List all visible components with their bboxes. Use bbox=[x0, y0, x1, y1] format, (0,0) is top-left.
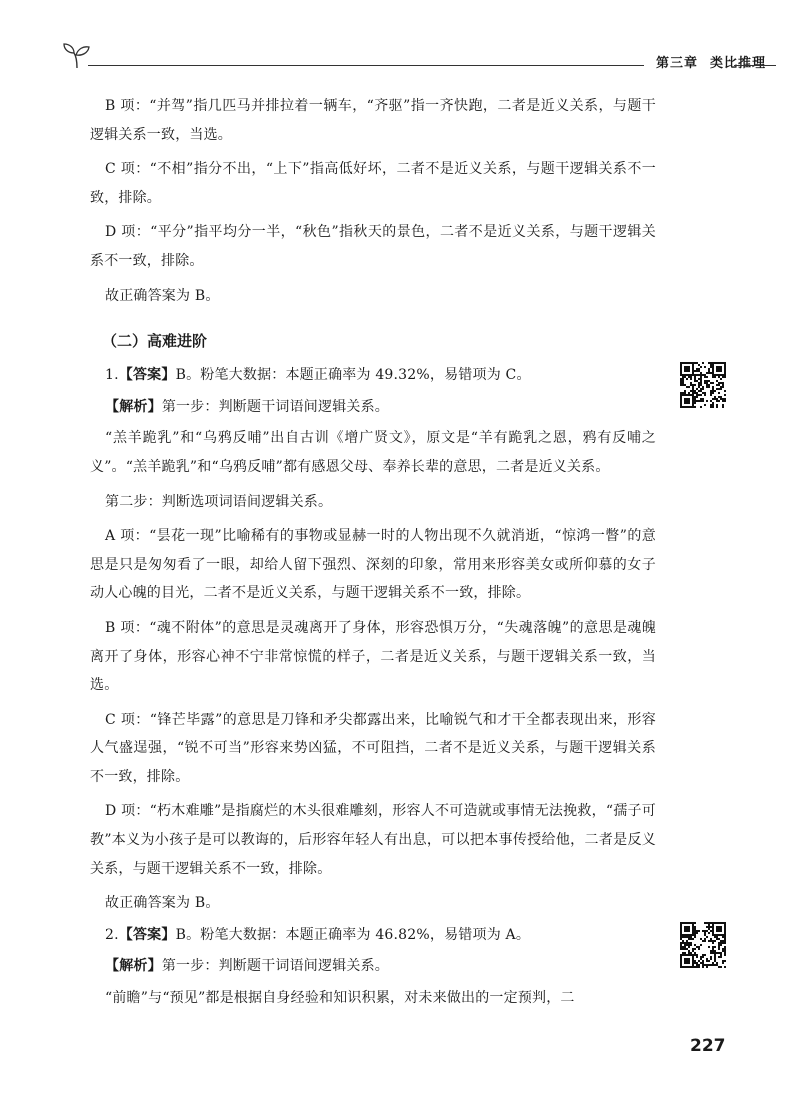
q2-analysis-line bbox=[90, 952, 656, 981]
q1-option-c: C 项：“锋芒毕露”的意思是刀锋和矛尖都露出来，比喻锐气和才干全都表现出来，形容人气盛逞强，“锐不可当”形容来势凶猛，不可阻挡，二者不是近义关系，与题干逻辑关系不一致，排除。 bbox=[90, 711, 656, 785]
page-number: 227 bbox=[690, 1036, 726, 1056]
page-body bbox=[90, 92, 656, 1019]
q2-answer-text: B。粉笔大数据：本题正确率为 46.82%，易错项为 A。 bbox=[175, 926, 531, 943]
q2-answer-tag: 【答案】 bbox=[118, 926, 176, 943]
header-rule bbox=[88, 65, 644, 66]
q2-stem-explanation: “前瞻”与“预见”都是根据自身经验和知识积累，对未来做出的一定预判，二 bbox=[105, 990, 575, 1007]
section-title: （二）高难进阶 bbox=[102, 332, 208, 351]
q1-number: 1. bbox=[105, 367, 119, 384]
q1-conclusion: 故正确答案为 B。 bbox=[105, 895, 220, 912]
q1-option-d: D 项：“朽木难雕”是指腐烂的木头很难雕刻，形容人不可造就或事情无法挽救，“孺子可教”本义为小孩子是可以教诲的，后形容年轻人有出息，可以把本事传授给他，二者是反义关系，与题干逻辑关系不一致，排除。 bbox=[90, 803, 656, 877]
qr-code-icon[interactable] bbox=[680, 362, 726, 408]
q1-step2: 第二步：判断选项词语间逻辑关系。 bbox=[105, 493, 333, 510]
q1-step1: 第一步：判断题干词语间逻辑关系。 bbox=[161, 398, 390, 415]
q1-answer-line bbox=[90, 361, 656, 390]
option-c-explanation: C 项：“不相”指分不出，“上下”指高低好坏，二者不是近义关系，与题干逻辑关系不一致，排除。 bbox=[90, 161, 656, 206]
q2-analysis-tag: 【解析】 bbox=[105, 958, 162, 975]
q1-analysis-tag: 【解析】 bbox=[105, 398, 162, 415]
option-b-explanation: B 项：“并驾”指几匹马并排拉着一辆车，“齐驱”指一齐快跑，二者是近义关系，与题干逻辑关系一致，当选。 bbox=[90, 98, 656, 143]
page-header bbox=[62, 38, 776, 74]
chapter-topic: 类比推理 bbox=[710, 56, 767, 71]
qr-code-icon[interactable] bbox=[680, 922, 726, 968]
q1-answer-tag: 【答案】 bbox=[118, 367, 176, 384]
chapter-title bbox=[656, 52, 766, 71]
conclusion: 故正确答案为 B。 bbox=[105, 287, 220, 304]
q1-analysis-line bbox=[90, 393, 656, 422]
chapter-label: 第三章 bbox=[656, 56, 699, 71]
q1-answer-text: B。粉笔大数据：本题正确率为 49.32%，易错项为 C。 bbox=[175, 367, 531, 384]
q2-step1: 第一步：判断题干词语间逻辑关系。 bbox=[161, 958, 390, 975]
header-rule-right bbox=[734, 65, 776, 66]
q1-option-b: B 项：“魂不附体”的意思是灵魂离开了身体，形容恐惧万分，“失魂落魄”的意思是魂魄离开了身体，形容心神不宁非常惊慌的样子，二者是近义关系，与题干逻辑关系一致，当选。 bbox=[90, 619, 656, 694]
q2-number: 2. bbox=[105, 926, 119, 943]
option-d-explanation: D 项：“平分”指平均分一半，“秋色”指秋天的景色，二者不是近义关系，与题干逻辑关系不一致，排除。 bbox=[90, 224, 656, 269]
q2-answer-line bbox=[90, 921, 656, 950]
q1-option-a: A 项：“昙花一现”比喻稀有的事物或显赫一时的人物出现不久就消逝，“惊鸿一瞥”的意思是只是匆匆看了一眼，却给人留下强烈、深刻的印象，常用来形容美女或所仰慕的女子动人心魄的目光，二者不是近义关系，与题干逻辑关系不一致，排除。 bbox=[90, 528, 656, 602]
q1-stem-explanation: “羔羊跪乳”和“乌鸦反哺”出自古训《增广贤文》，原文是“羊有跪乳之恩，鸦有反哺之义”。“羔羊跪乳”和“乌鸦反哺”都有感恩父母、奉养长辈的意思，二者是近义关系。 bbox=[90, 430, 656, 475]
